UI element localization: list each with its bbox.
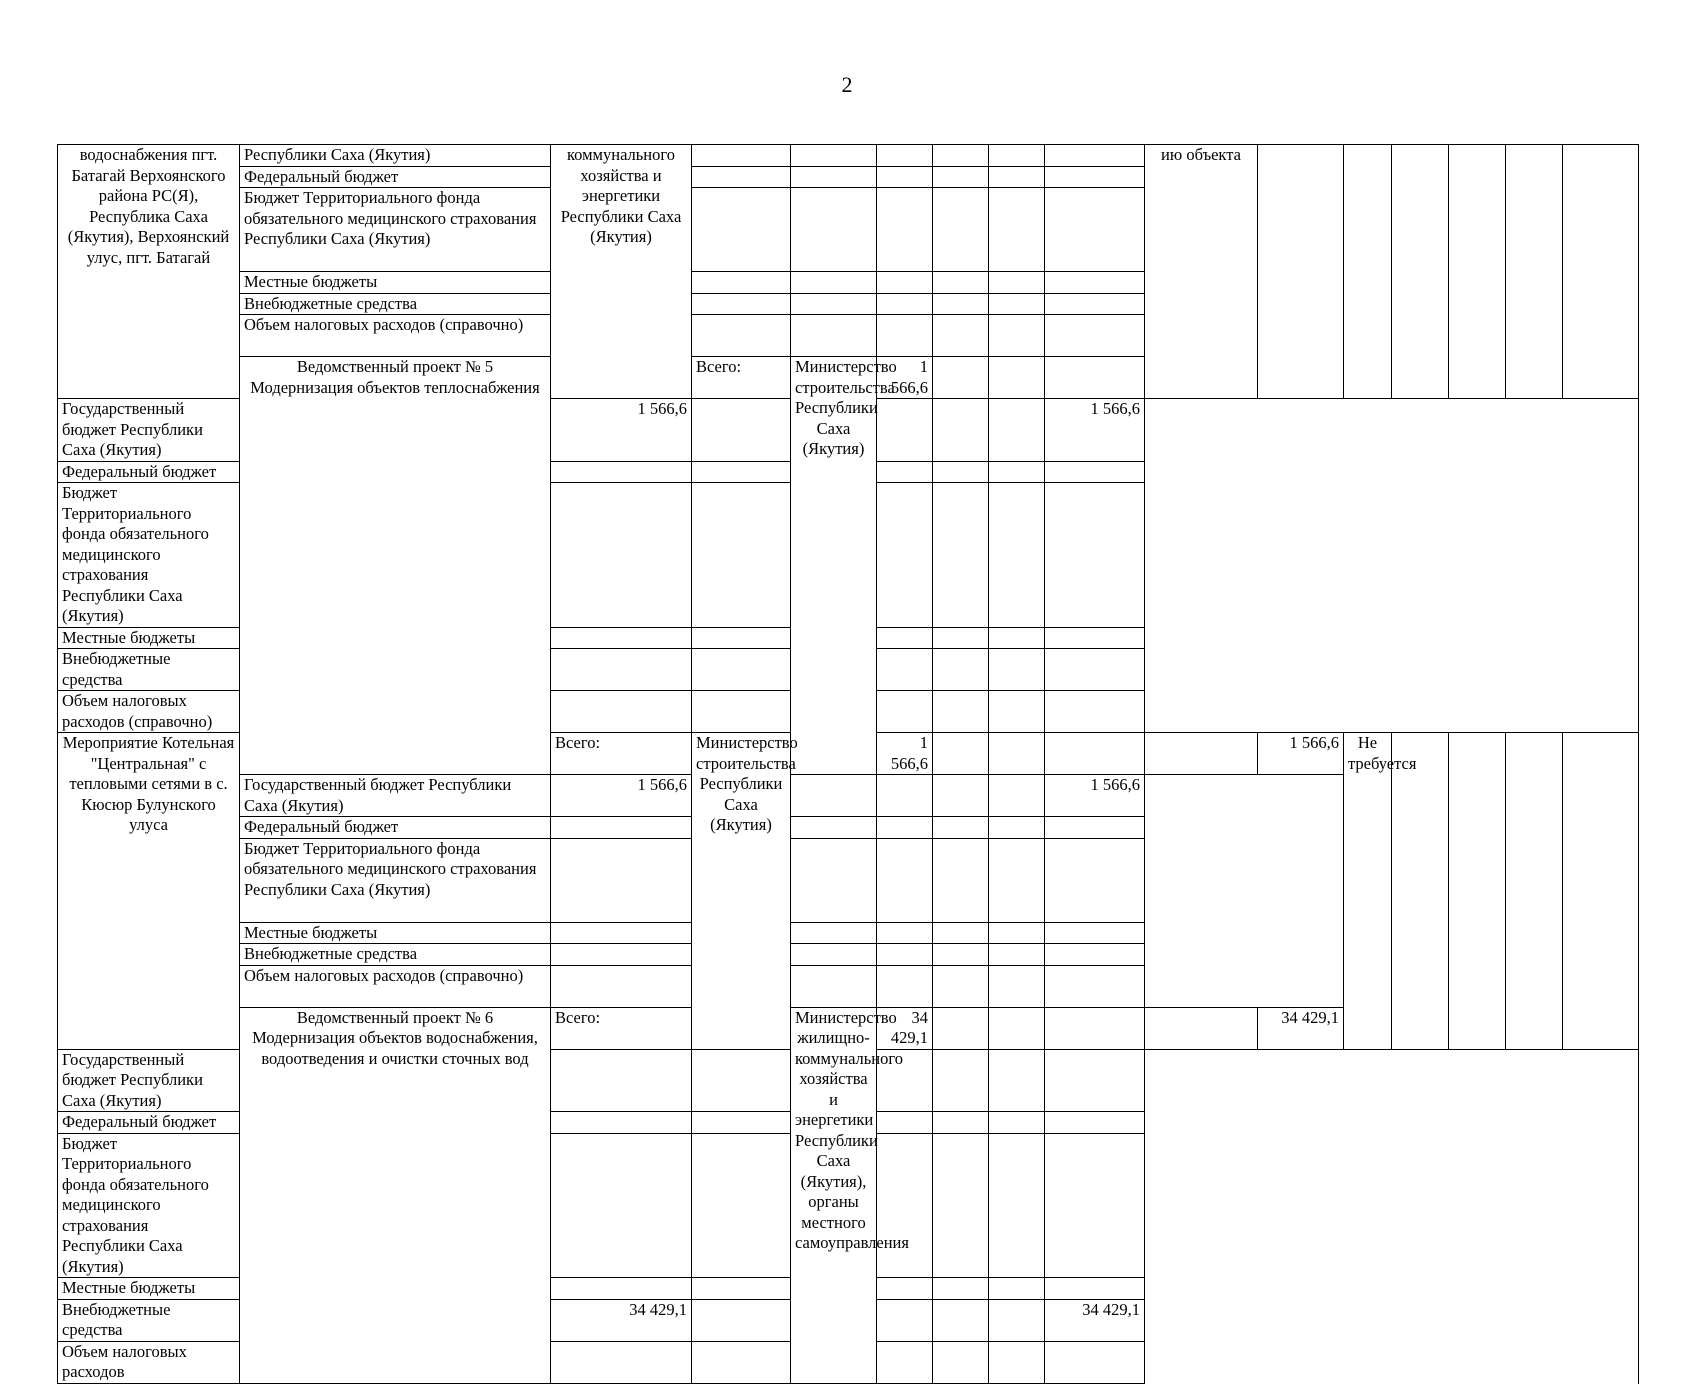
project-name: Ведомственный проект № 6 Модернизация объектов водоснабжения, водоотведения и очистки сточных вод xyxy=(240,1007,551,1383)
amount-state-final: 1 566,6 xyxy=(1045,399,1145,462)
page-number: 2 xyxy=(841,72,853,97)
source-total: Всего: xyxy=(692,357,791,399)
source-extrabudgetary: Внебюджетные средства xyxy=(240,293,551,315)
source-state-budget: Государственный бюджет Республики Саха (Якутия) xyxy=(240,775,551,817)
table-row xyxy=(58,145,1639,167)
amount-total: 1 566,6 xyxy=(877,357,933,399)
project-name: Ведомственный проект № 5 Модернизация объектов теплоснабжения xyxy=(240,357,551,775)
amount-extrabudgetary: 34 429,1 xyxy=(551,1299,692,1341)
amount-state: 1 566,6 xyxy=(551,775,692,817)
responsible-executor: коммунального хозяйства и энергетики Республики Саха (Якутия) xyxy=(551,145,692,399)
source-total: Всего: xyxy=(551,1007,692,1049)
responsible-executor: Министерство строительства Республики Саха (Якутия) xyxy=(692,733,791,1050)
amount-total: 34 429,1 xyxy=(877,1007,933,1049)
amount-total-final: 1 566,6 xyxy=(1258,733,1344,775)
responsible-executor: Министерство жилищно-коммунального хозяйства и энергетики Республики Саха (Якутия), органы местного самоуправления xyxy=(791,1007,877,1383)
source-local-budgets: Местные бюджеты xyxy=(58,1278,240,1300)
result-description: Не требуется xyxy=(1344,733,1392,1050)
result-description: ию объекта xyxy=(1145,145,1258,399)
budget-table xyxy=(57,144,1639,1384)
amount-state: 1 566,6 xyxy=(551,399,692,462)
source-oms-budget: Бюджет Территориального фонда обязательного медицинского страхования Республики Саха (Якутия) xyxy=(58,483,240,628)
source-federal-budget: Федеральный бюджет xyxy=(58,461,240,483)
source-tax-expenses: Объем налоговых расходов (справочно) xyxy=(58,691,240,733)
project-name: Мероприятие Котельная "Центральная" с тепловыми сетями в с. Кюсюр Булунского улуса xyxy=(58,733,240,1050)
source-extrabudgetary: Внебюджетные средства xyxy=(58,649,240,691)
source-state-budget: Республики Саха (Якутия) xyxy=(240,145,551,167)
amount-total: 1 566,6 xyxy=(877,733,933,775)
source-extrabudgetary: Внебюджетные средства xyxy=(240,944,551,966)
source-local-budgets: Местные бюджеты xyxy=(58,627,240,649)
source-federal-budget: Федеральный бюджет xyxy=(240,166,551,188)
source-federal-budget: Федеральный бюджет xyxy=(240,817,551,839)
source-state-budget: Государственный бюджет Республики Саха (Якутия) xyxy=(58,1049,240,1112)
source-federal-budget: Федеральный бюджет xyxy=(58,1112,240,1134)
amount-extrabudgetary-final: 34 429,1 xyxy=(1045,1299,1145,1341)
source-local-budgets: Местные бюджеты xyxy=(240,272,551,294)
source-local-budgets: Местные бюджеты xyxy=(240,922,551,944)
source-total: Всего: xyxy=(551,733,692,775)
amount-state-final: 1 566,6 xyxy=(1045,775,1145,817)
responsible-executor: Министерство строительства Республики Саха (Якутия) xyxy=(791,357,877,775)
source-oms-budget: Бюджет Территориального фонда обязательного медицинского страхования Республики Саха (Якутия) xyxy=(240,838,551,922)
source-oms-budget: Бюджет Территориального фонда обязательного медицинского страхования Республики Саха (Якутия) xyxy=(240,188,551,272)
source-tax-expenses: Объем налоговых расходов (справочно) xyxy=(240,315,551,357)
project-name: водоснабжения пгт. Батагай Верхоянского района РС(Я), Республика Саха (Якутия), Верхоянский улус, пгт. Батагай xyxy=(58,145,240,399)
source-tax-expenses: Объем налоговых расходов xyxy=(58,1341,240,1383)
amount-total-final: 34 429,1 xyxy=(1258,1007,1344,1049)
source-state-budget: Государственный бюджет Республики Саха (Якутия) xyxy=(58,399,240,462)
source-oms-budget: Бюджет Территориального фонда обязательного медицинского страхования Республики Саха (Якутия) xyxy=(58,1133,240,1278)
source-extrabudgetary: Внебюджетные средства xyxy=(58,1299,240,1341)
source-tax-expenses: Объем налоговых расходов (справочно) xyxy=(240,965,551,1007)
